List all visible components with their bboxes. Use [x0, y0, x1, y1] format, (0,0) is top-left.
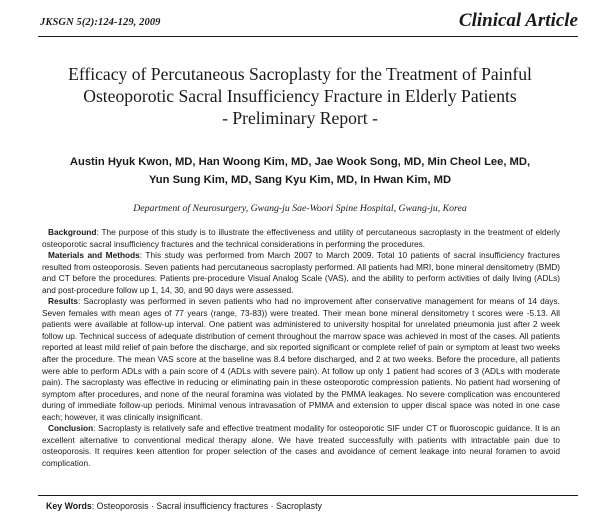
authors-line-1: Austin Hyuk Kwon, MD, Han Woong Kim, MD, Jae Wook Song, MD, Min Cheol Lee, MD, — [69, 156, 531, 168]
authors-line-2: Yun Sung Kim, MD, Sang Kyu Kim, MD, In Hwan Kim, MD — [148, 173, 452, 186]
journal-reference: JKSGN 5(2):124-129, 2009 — [40, 17, 161, 28]
conclusion-text: : Sacroplasty is relatively safe and effective treatment modality for osteoporotic SIF under CT or fluoroscopic guidance. It is an excellent alternative to conventional medical therapy alone. We have treated successfully with patients with intractable pain due to osteoporosis. It requires keen attention for proper selection of the cases and avoidance of cement leakage into neural foramen to avoid complication. — [42, 423, 560, 468]
title-line-1: Efficacy of Percutaneous Sacroplasty for the Treatment of Painful — [68, 64, 532, 84]
keywords — [46, 501, 322, 511]
methods-text: : This study was performed from March 2007 to March 2009. Total 10 patients of sacral insufficiency fractures resulted from osteoporosis. Seven patients had percutaneous sacroplasty performed. All patients had MRI, bone mineral densitometry (BMD) and CT before the procedures. Patients pre-procedure Visual Analog Scale (VAS), and the ability to perform activities of daily living (ADLs) and post-procedure follow up 1, 14, 30, and 90 days were assessed. — [42, 250, 560, 295]
author-list — [30, 154, 570, 189]
keywords-heading: Key Words — [46, 501, 92, 511]
background-text: : The purpose of this study is to illustrate the effectiveness and utility of percutaneous sacroplasty in the treatment of elderly osteoporotic sacral insufficiency fractures and the technical considerations in performing the procedures. — [42, 227, 560, 249]
abstract — [42, 227, 560, 469]
keywords-text: : Osteoporosis · Sacral insufficiency fractures · Sacroplasty — [91, 501, 322, 511]
keywords-divider — [38, 495, 578, 496]
abstract-conclusion — [42, 423, 560, 469]
results-text: : Sacroplasty was performed in seven patients who had no improvement after conservative management for means of 14 days. Seven females with mean ages of 77 years (range, 73-83)) were treated. Their mean bone mineral densitometry t scores were -5.13. All patients were available at follow-up interval. One patient was administered to university hospital for unrelated pneumonia just after 2 week follow up. Technical success of adequate distribution of cement throughout the marrow space was achieved in most of the cases. All patients reported at least mild relief of pain before the discharge, and six reported significant or complete relief of pain or symptom at least two weeks after the procedure. The mean VAS score at the baseline was 8.4 before discharged, and 2 at two weeks. Before the procedure, all patients were able to perform ADLs with a pain score of 4 (ADLs with severe pain). At follow up only 1 patient had scores of 3 (ADLs with moderate pain). The sacroplasty was effective in reducing or eliminating pain in these osteoporotic compression patients. No patient had worsening of symptom after procedures, and none of the neural foramina was violated by the PMMA leakages. No severe complication was encountered during of immediate follow-up periods. Minimal venous intravasation of PMMA and extension to upper discal space was noted in one case each; however, it was clinically insignificant. — [42, 296, 560, 422]
title-line-3: - Preliminary Report - — [222, 108, 378, 128]
article-title — [30, 63, 570, 129]
affiliation: Department of Neurosurgery, Gwang-ju Sae-Woori Spine Hospital, Gwang-ju, Korea — [133, 203, 467, 214]
conclusion-heading: Conclusion — [48, 423, 94, 434]
background-heading: Background — [48, 227, 97, 237]
methods-heading: Materials and Methods — [48, 250, 140, 261]
abstract-methods — [42, 250, 560, 296]
abstract-background — [42, 227, 560, 250]
article-type-label: Clinical Article — [458, 10, 578, 31]
header-divider — [38, 36, 578, 37]
results-heading: Results — [48, 296, 78, 307]
title-line-2: Osteoporotic Sacral Insufficiency Fracture in Elderly Patients — [83, 86, 517, 106]
abstract-results — [42, 296, 560, 423]
